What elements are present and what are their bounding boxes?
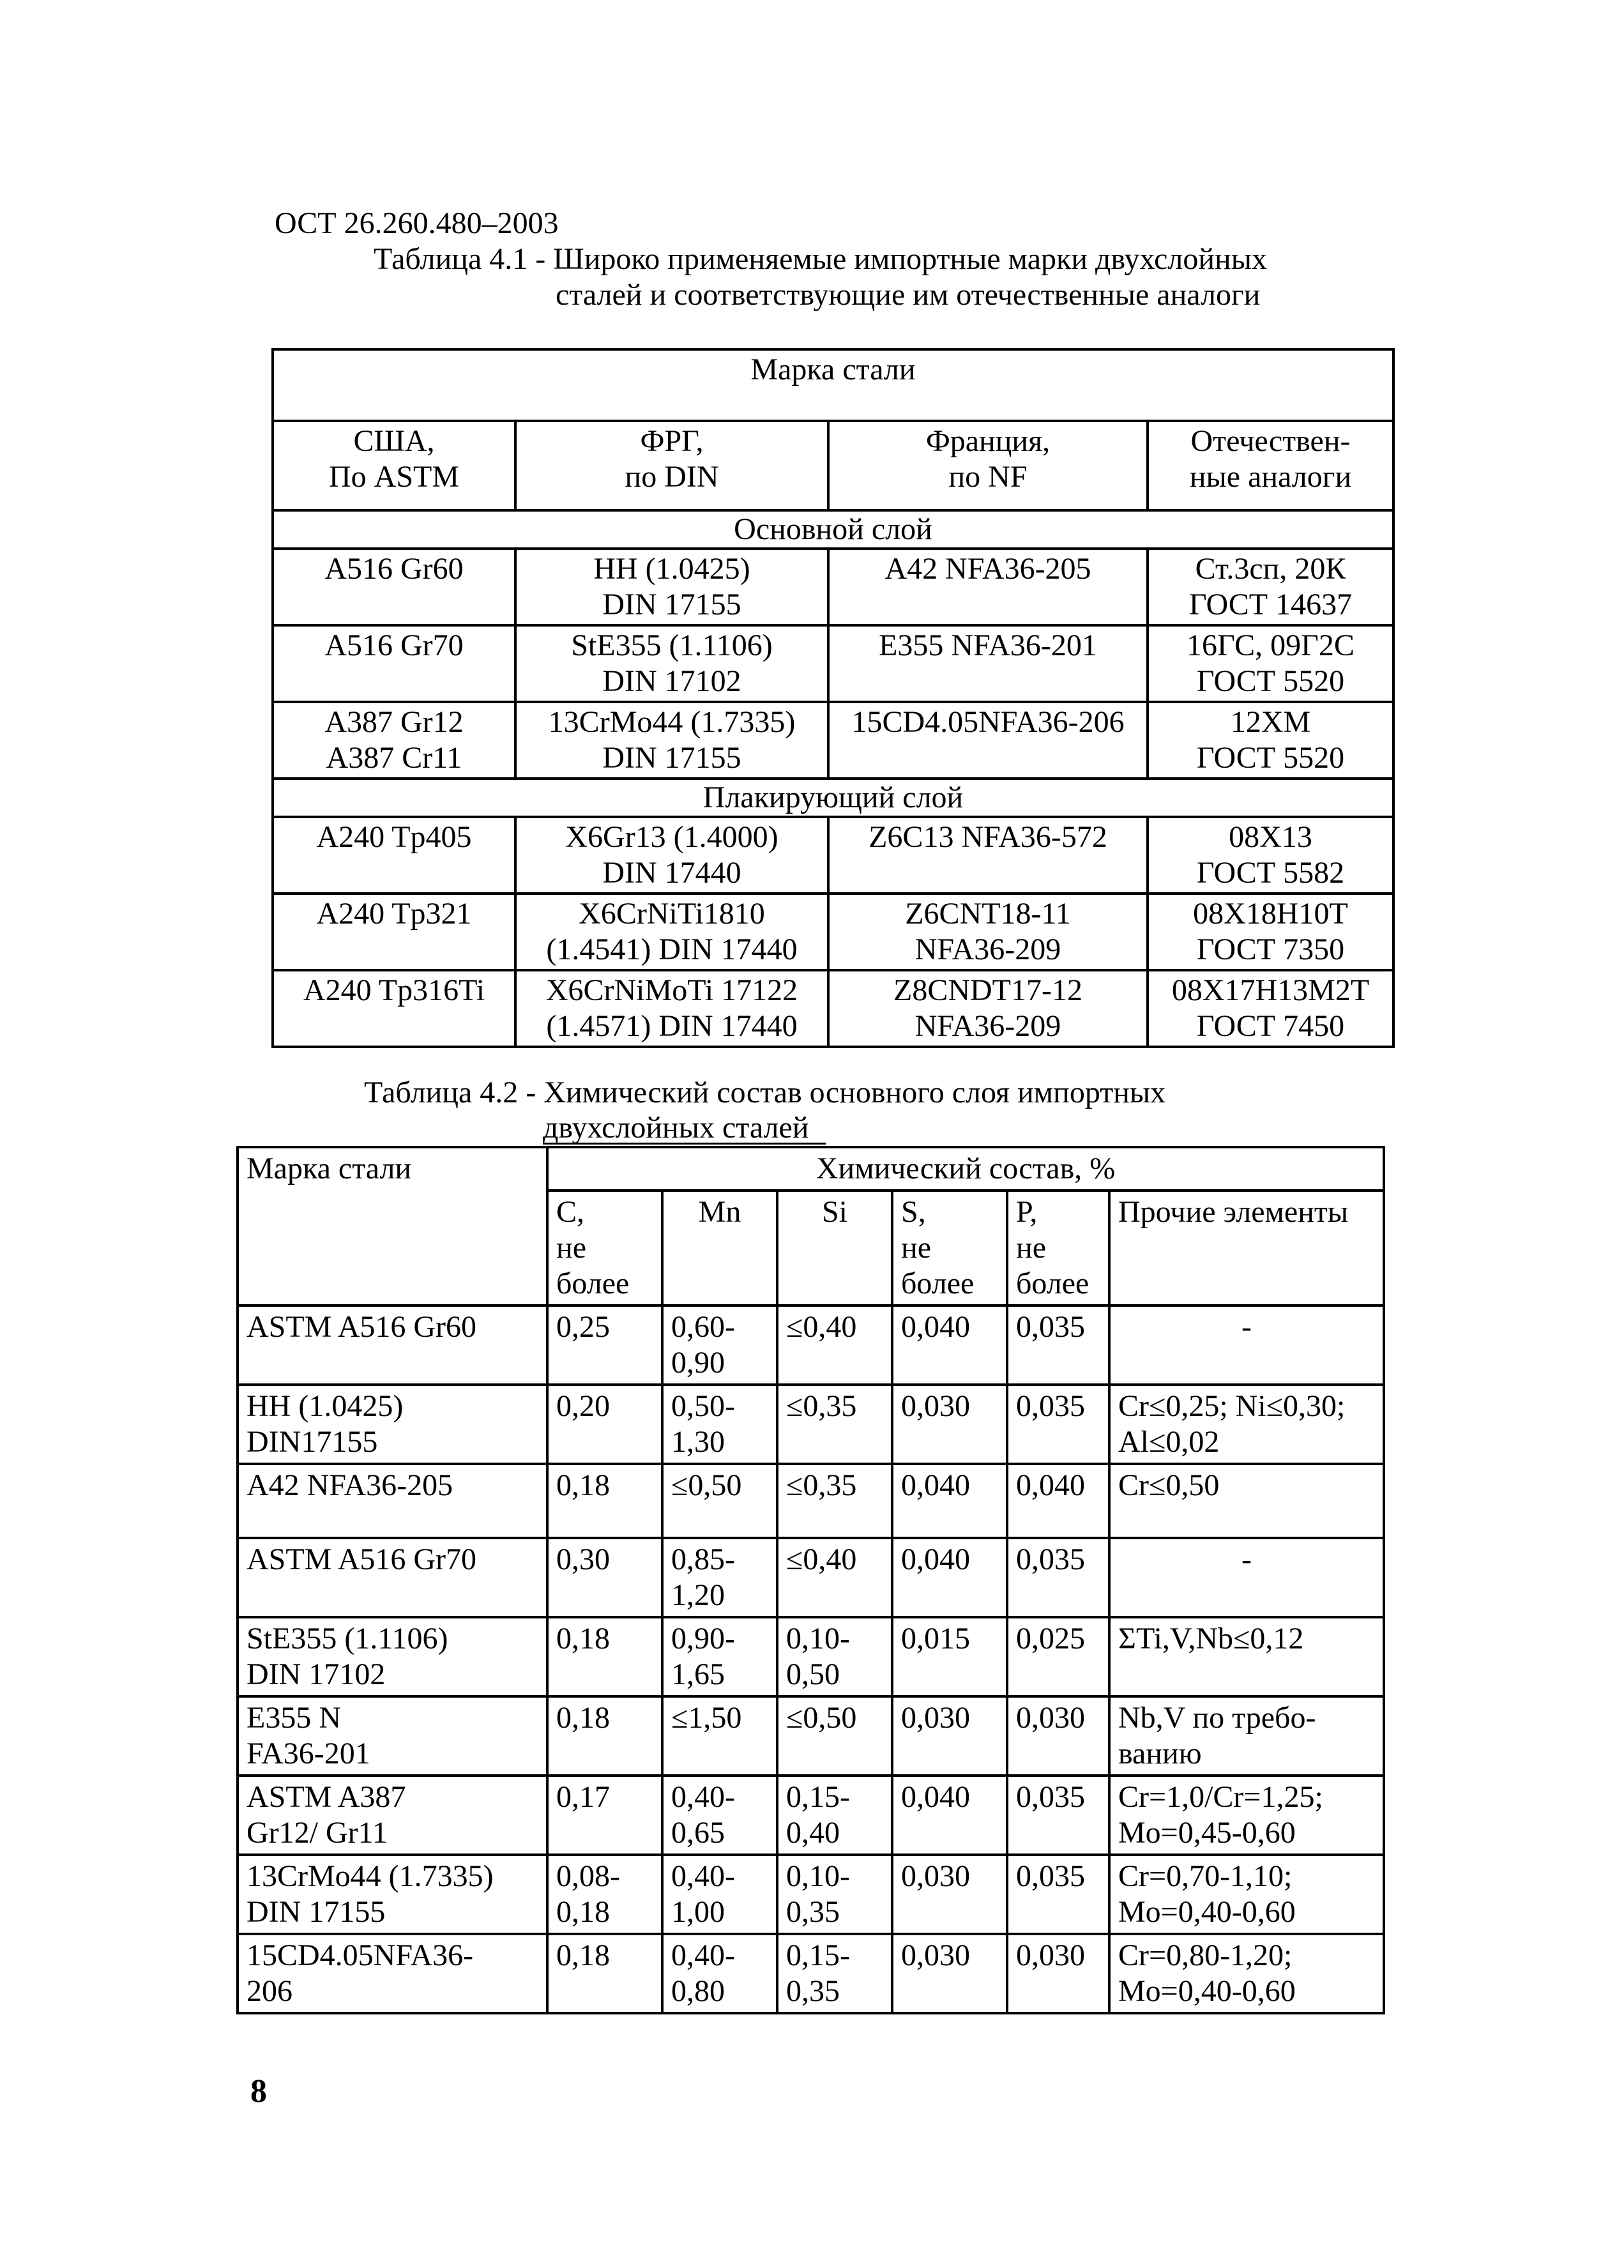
cell-line: 0,17 xyxy=(556,1780,610,1814)
cell-line: Mo=0,45-0,60 xyxy=(1118,1816,1296,1850)
table-cell xyxy=(273,549,515,625)
table-cell xyxy=(515,625,828,702)
table-row xyxy=(238,1305,1384,1385)
cell-line: ванию xyxy=(1118,1737,1202,1770)
cell-line: 0,18 xyxy=(556,1938,610,1972)
table-cell xyxy=(1007,1696,1109,1776)
cell-line: 0,030 xyxy=(1016,1938,1085,1972)
table-cell xyxy=(238,1855,547,1934)
table-cell xyxy=(515,894,828,970)
table2-header-grade: Марка стали xyxy=(238,1147,547,1305)
cell-line: 0,040 xyxy=(901,1310,970,1344)
table1-section-row xyxy=(273,779,1393,817)
table2-subcolumn-header xyxy=(547,1191,662,1305)
table-cell xyxy=(1007,1385,1109,1464)
table-cell xyxy=(1109,1696,1384,1776)
table-cell xyxy=(1148,894,1393,970)
cell-line: DIN 17155 xyxy=(602,741,741,775)
table-cell xyxy=(273,625,515,702)
cell-line: 0,35 xyxy=(786,1895,840,1929)
table1-header-row-top xyxy=(273,349,1393,421)
cell-line: 0,18 xyxy=(556,1468,610,1502)
cell-line: 16ГС, 09Г2С xyxy=(1187,628,1355,662)
cell-line: не xyxy=(556,1231,586,1265)
cell-line: 15CD4.05NFA36-206 xyxy=(851,705,1125,739)
table-cell xyxy=(892,1538,1007,1617)
table-row xyxy=(238,1385,1384,1464)
cell-line: DIN 17102 xyxy=(247,1657,386,1691)
cell-line: по DIN xyxy=(625,460,719,494)
cell-line: ФРГ, xyxy=(640,424,704,458)
table-row xyxy=(273,970,1393,1047)
table-cell xyxy=(777,1934,892,2013)
cell-line: Mo=0,40-0,60 xyxy=(1118,1974,1296,2008)
table-cell xyxy=(892,1934,1007,2013)
cell-line: не xyxy=(901,1231,931,1265)
cell-line: StE355 (1.1106) xyxy=(571,628,773,662)
cell-line: 0,90 xyxy=(671,1346,725,1380)
table-cell xyxy=(1109,1305,1384,1385)
table-cell xyxy=(238,1464,547,1538)
cell-line: 0,30 xyxy=(556,1542,610,1576)
table-cell xyxy=(238,1776,547,1855)
cell-line: DIN 17102 xyxy=(602,664,741,698)
cell-line: A42 NFA36-205 xyxy=(884,552,1091,586)
document-code: ОСТ 26.260.480–2003 xyxy=(275,206,559,240)
table-cell xyxy=(828,625,1148,702)
cell-line: A42 NFA36-205 xyxy=(247,1468,453,1502)
table-cell xyxy=(777,1855,892,1934)
table-cell xyxy=(1007,1776,1109,1855)
table-cell xyxy=(777,1305,892,1385)
cell-line: 0,15- xyxy=(786,1938,850,1972)
cell-line: A516 Gr70 xyxy=(324,628,464,662)
table1-column-header xyxy=(828,421,1148,510)
cell-line: ≤0,35 xyxy=(786,1389,857,1423)
cell-line: 0,50 xyxy=(786,1657,840,1691)
cell-line: A387 Gr12 xyxy=(324,705,464,739)
table1-section-row xyxy=(273,510,1393,549)
table-cell xyxy=(828,549,1148,625)
cell-line: ≤0,35 xyxy=(786,1468,857,1502)
cell-line: Cr≤0,50 xyxy=(1118,1468,1220,1502)
table2-header-row-top xyxy=(238,1147,1384,1191)
table-cell xyxy=(547,1934,662,2013)
cell-line: 12ХМ xyxy=(1230,705,1311,739)
table-cell xyxy=(238,1696,547,1776)
cell-line: (1.4571) DIN 17440 xyxy=(546,1009,798,1043)
table-row xyxy=(273,702,1393,779)
cell-line: более xyxy=(901,1267,975,1300)
cell-line: HH (1.0425) xyxy=(247,1389,404,1423)
table-row xyxy=(238,1464,1384,1538)
table1-column-header xyxy=(515,421,828,510)
cell-line: Прочие элементы xyxy=(1118,1195,1349,1229)
table-cell xyxy=(273,817,515,894)
cell-line: 0,10- xyxy=(786,1622,850,1655)
cell-line: 0,040 xyxy=(901,1780,970,1814)
table-cell xyxy=(828,702,1148,779)
cell-line: 0,030 xyxy=(1016,1701,1085,1735)
cell-line: A387 Cr11 xyxy=(326,741,462,775)
table-cell xyxy=(892,1385,1007,1464)
table1-section-clad: Плакирующий слой xyxy=(273,779,1393,817)
cell-line: ≤0,50 xyxy=(671,1468,742,1502)
cell-line: Mn xyxy=(698,1195,741,1229)
table-cell xyxy=(547,1464,662,1538)
cell-line: 1,00 xyxy=(671,1895,725,1929)
cell-line: C, xyxy=(556,1195,585,1229)
cell-line: Z8CNDT17-12 xyxy=(893,973,1082,1007)
cell-line: ASTM A516 Gr70 xyxy=(247,1542,477,1576)
table-cell xyxy=(892,1617,1007,1696)
cell-line: ГОСТ 7450 xyxy=(1196,1009,1345,1043)
table-cell xyxy=(273,970,515,1047)
table-cell xyxy=(777,1464,892,1538)
cell-line: 0,40- xyxy=(671,1780,735,1814)
cell-line: 08Х18Н10Т xyxy=(1193,897,1348,931)
cell-line: Cr=0,70-1,10; xyxy=(1118,1859,1293,1893)
cell-line: не xyxy=(1016,1231,1046,1265)
table-cell xyxy=(547,1385,662,1464)
table-cell xyxy=(547,1855,662,1934)
table2-header-composition: Химический состав, % xyxy=(547,1147,1384,1191)
cell-line: Ст.3сп, 20К xyxy=(1195,552,1346,586)
table-cell xyxy=(662,1617,777,1696)
cell-line: 0,40- xyxy=(671,1938,735,1972)
cell-line: Cr≤0,25; Ni≤0,30; xyxy=(1118,1389,1346,1423)
table-row xyxy=(273,817,1393,894)
cell-line: NFA36-209 xyxy=(914,1009,1061,1043)
table-cell xyxy=(273,702,515,779)
cell-line: ≤1,50 xyxy=(671,1701,742,1735)
cell-line: Cr=0,80-1,20; xyxy=(1118,1938,1293,1972)
cell-line: 13CrMo44 (1.7335) xyxy=(247,1859,494,1893)
table2-subcolumn-header xyxy=(1007,1191,1109,1305)
cell-line: - xyxy=(1241,1542,1252,1576)
cell-line: 0,030 xyxy=(901,1859,970,1893)
table-cell xyxy=(662,1464,777,1538)
cell-line: ASTM A516 Gr60 xyxy=(247,1310,477,1344)
cell-line: X6CrNiTi1810 xyxy=(579,897,765,931)
table-cell xyxy=(1148,970,1393,1047)
table-cell xyxy=(547,1776,662,1855)
table-cell xyxy=(662,1696,777,1776)
cell-line: 08Х13 xyxy=(1229,820,1312,854)
table-cell xyxy=(777,1538,892,1617)
cell-line: ГОСТ 5520 xyxy=(1196,741,1345,775)
table-cell xyxy=(777,1385,892,1464)
cell-line: 0,25 xyxy=(556,1310,610,1344)
table-cell xyxy=(828,894,1148,970)
cell-line: более xyxy=(556,1267,630,1300)
cell-line: ≤0,50 xyxy=(786,1701,857,1735)
table-cell xyxy=(892,1776,1007,1855)
table2-caption-line2: двухслойных сталей xyxy=(543,1111,809,1145)
table2-subcolumn-header xyxy=(662,1191,777,1305)
cell-line: A240 Tp405 xyxy=(316,820,472,854)
cell-line: 0,60- xyxy=(671,1310,735,1344)
cell-line: DIN 17155 xyxy=(247,1895,386,1929)
table-cell xyxy=(1148,625,1393,702)
cell-line: X6CrNiMoTi 17122 xyxy=(545,973,798,1007)
table2-subcolumn-header xyxy=(892,1191,1007,1305)
cell-line: По ASTM xyxy=(328,460,460,494)
cell-line: 0,040 xyxy=(901,1468,970,1502)
cell-line: E355 N xyxy=(247,1701,341,1735)
table1-section-base: Основной слой xyxy=(273,510,1393,549)
cell-line: Z6C13 NFA36-572 xyxy=(869,820,1107,854)
cell-line: 15CD4.05NFA36- xyxy=(247,1938,474,1972)
cell-line: 0,030 xyxy=(901,1389,970,1423)
cell-line: - xyxy=(1241,1310,1252,1344)
cell-line: ≤0,40 xyxy=(786,1310,857,1344)
cell-line: США, xyxy=(353,424,435,458)
cell-line: ASTM A387 xyxy=(247,1780,406,1814)
cell-line: 1,20 xyxy=(671,1578,725,1612)
table-cell xyxy=(1007,1305,1109,1385)
table-row xyxy=(238,1855,1384,1934)
cell-line: Франция, xyxy=(925,424,1051,458)
table-cell xyxy=(662,1538,777,1617)
cell-line: P, xyxy=(1016,1195,1038,1229)
cell-line: ГОСТ 5582 xyxy=(1196,856,1345,890)
table1-caption-line1: Таблица 4.1 - Широко применяемые импортные марки двухслойных xyxy=(374,242,1267,276)
table-cell xyxy=(1007,1464,1109,1538)
cell-line: 0,035 xyxy=(1016,1389,1085,1423)
cell-line: 0,85- xyxy=(671,1542,735,1576)
cell-line: 0,035 xyxy=(1016,1310,1085,1344)
cell-line: FA36-201 xyxy=(247,1737,370,1770)
cell-line: 0,15- xyxy=(786,1780,850,1814)
cell-line: по NF xyxy=(948,460,1028,494)
cell-line: Gr12/ Gr11 xyxy=(247,1816,388,1850)
cell-line: 0,50- xyxy=(671,1389,735,1423)
table-cell xyxy=(1109,1464,1384,1538)
table2-chemical-composition xyxy=(236,1146,1385,2014)
cell-line: 0,35 xyxy=(786,1974,840,2008)
cell-line: 0,18 xyxy=(556,1701,610,1735)
cell-line: 0,030 xyxy=(901,1938,970,1972)
table-cell xyxy=(1148,702,1393,779)
cell-line: ГОСТ 14637 xyxy=(1188,588,1353,621)
table-cell xyxy=(892,1696,1007,1776)
table-cell xyxy=(828,970,1148,1047)
table-cell xyxy=(238,1305,547,1385)
table-cell xyxy=(1007,1934,1109,2013)
cell-line: 0,025 xyxy=(1016,1622,1085,1655)
table-cell xyxy=(1109,1385,1384,1464)
table-cell xyxy=(1148,817,1393,894)
cell-line: 1,30 xyxy=(671,1425,725,1459)
cell-line: 08Х17Н13М2Т xyxy=(1171,973,1370,1007)
table-cell xyxy=(1148,549,1393,625)
cell-line: A240 Tp321 xyxy=(316,897,472,931)
table-cell xyxy=(547,1696,662,1776)
table-cell xyxy=(828,817,1148,894)
table1-header-row xyxy=(273,421,1393,510)
table-cell xyxy=(515,702,828,779)
cell-line: 0,040 xyxy=(901,1542,970,1576)
table1-caption-line2: сталей и соответствующие им отечественные аналоги xyxy=(556,278,1261,312)
cell-line: 0,18 xyxy=(556,1622,610,1655)
cell-line: Z6CNT18-11 xyxy=(905,897,1071,931)
table1-steel-grades xyxy=(271,348,1395,1048)
cell-line: ГОСТ 7350 xyxy=(1196,932,1345,966)
table-cell xyxy=(547,1305,662,1385)
table-cell xyxy=(238,1538,547,1617)
cell-line: DIN 17155 xyxy=(602,588,741,621)
table1-column-header xyxy=(1148,421,1393,510)
cell-line: Nb,V по требо- xyxy=(1118,1701,1316,1735)
cell-line: 0,90- xyxy=(671,1622,735,1655)
table-row xyxy=(238,1538,1384,1617)
table-cell xyxy=(662,1934,777,2013)
table1-header-steel-grade: Марка стали xyxy=(273,349,1393,421)
cell-line: 0,40- xyxy=(671,1859,735,1893)
table-cell xyxy=(662,1855,777,1934)
table-cell xyxy=(777,1696,892,1776)
table-cell xyxy=(1109,1855,1384,1934)
cell-line: ные аналоги xyxy=(1189,460,1352,494)
table-cell xyxy=(1109,1617,1384,1696)
cell-line: StE355 (1.1106) xyxy=(247,1622,448,1655)
cell-line: E355 NFA36-201 xyxy=(879,628,1097,662)
table1-column-header xyxy=(273,421,515,510)
table-row xyxy=(273,625,1393,702)
cell-line: 206 xyxy=(247,1974,292,2008)
cell-line: 0,65 xyxy=(671,1816,725,1850)
table-row xyxy=(238,1617,1384,1696)
cell-line: ΣTi,V,Nb≤0,12 xyxy=(1118,1622,1304,1655)
cell-line: S, xyxy=(901,1195,926,1229)
cell-line: 0,18 xyxy=(556,1895,610,1929)
table-cell xyxy=(238,1934,547,2013)
cell-line: DIN17155 xyxy=(247,1425,378,1459)
cell-line: 0,035 xyxy=(1016,1542,1085,1576)
table-cell xyxy=(662,1305,777,1385)
table2-caption-line1: Таблица 4.2 - Химический состав основного слоя импортных xyxy=(364,1076,1166,1109)
cell-line: 0,20 xyxy=(556,1389,610,1423)
table-cell xyxy=(777,1776,892,1855)
cell-line: 0,015 xyxy=(901,1622,970,1655)
table-cell xyxy=(662,1776,777,1855)
cell-line: ≤0,40 xyxy=(786,1542,857,1576)
table-cell xyxy=(515,970,828,1047)
table-cell xyxy=(515,817,828,894)
table-cell xyxy=(238,1617,547,1696)
cell-line: NFA36-209 xyxy=(914,932,1061,966)
cell-line: Отечествен- xyxy=(1190,424,1351,458)
table-cell xyxy=(892,1855,1007,1934)
cell-line: HH (1.0425) xyxy=(593,552,750,586)
table-cell xyxy=(777,1617,892,1696)
cell-line: X6Gr13 (1.4000) xyxy=(565,820,778,854)
cell-line: Al≤0,02 xyxy=(1118,1425,1220,1459)
cell-line: 0,035 xyxy=(1016,1780,1085,1814)
table-row xyxy=(238,1696,1384,1776)
table-cell xyxy=(1109,1934,1384,2013)
cell-line: Mo=0,40-0,60 xyxy=(1118,1895,1296,1929)
table-row xyxy=(273,894,1393,970)
cell-line: 13CrMo44 (1.7335) xyxy=(548,705,796,739)
table-cell xyxy=(1109,1776,1384,1855)
table2-subcolumn-header xyxy=(1109,1191,1384,1305)
page-number: 8 xyxy=(250,2073,267,2110)
cell-line: 0,030 xyxy=(901,1701,970,1735)
cell-line: более xyxy=(1016,1267,1089,1300)
cell-line: 0,035 xyxy=(1016,1859,1085,1893)
table-row xyxy=(238,1934,1384,2013)
table-cell xyxy=(1007,1617,1109,1696)
cell-line: DIN 17440 xyxy=(602,856,741,890)
cell-line: 0,08- xyxy=(556,1859,620,1893)
table2-subcolumn-header xyxy=(777,1191,892,1305)
table-cell xyxy=(892,1464,1007,1538)
cell-line: 1,65 xyxy=(671,1657,725,1691)
cell-line: (1.4541) DIN 17440 xyxy=(546,932,798,966)
table-cell xyxy=(1109,1538,1384,1617)
table-row xyxy=(238,1776,1384,1855)
cell-line: 0,80 xyxy=(671,1974,725,2008)
table-cell xyxy=(273,894,515,970)
cell-line: Cr=1,0/Cr=1,25; xyxy=(1118,1780,1323,1814)
table-cell xyxy=(662,1385,777,1464)
cell-line: ГОСТ 5520 xyxy=(1196,664,1345,698)
table-cell xyxy=(547,1617,662,1696)
cell-line: Si xyxy=(821,1195,848,1229)
table-cell xyxy=(515,549,828,625)
table-cell xyxy=(1007,1538,1109,1617)
cell-line: 0,40 xyxy=(786,1816,840,1850)
table-cell xyxy=(1007,1855,1109,1934)
cell-line: 0,10- xyxy=(786,1859,850,1893)
cell-line: 0,040 xyxy=(1016,1468,1085,1502)
table-row xyxy=(273,549,1393,625)
table-cell xyxy=(892,1305,1007,1385)
caption-underline xyxy=(543,1143,826,1145)
cell-line: A516 Gr60 xyxy=(324,552,464,586)
cell-line: A240 Tp316Ti xyxy=(303,973,485,1007)
table-cell xyxy=(238,1385,547,1464)
table-cell xyxy=(547,1538,662,1617)
